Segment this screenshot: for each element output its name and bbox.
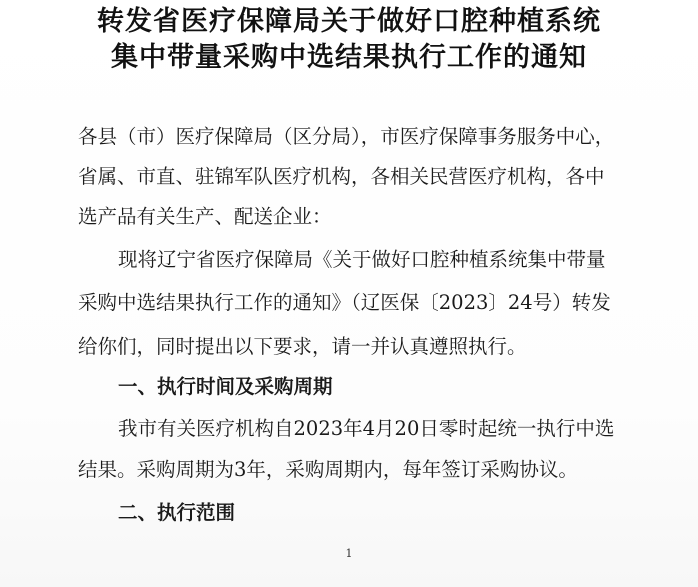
section-1-heading: 一、执行时间及采购周期	[118, 375, 333, 398]
section-1-line-2: 结果。采购周期为3年，采购周期内，每年签订采购协议。	[78, 458, 578, 481]
addressee-line-1: 各县（市）医疗保障局（区分局），市医疗保障事务服务中心，	[78, 125, 615, 148]
page-number: 1	[345, 547, 353, 560]
section-2-heading: 二、执行范围	[118, 501, 236, 524]
document-title-line-2: 集中带量采购中选结果执行工作的通知	[111, 42, 587, 73]
addressee-line-3: 选产品有关生产、配送企业：	[78, 205, 332, 228]
intro-line-2: 采购中选结果执行工作的通知》（辽医保〔2023〕24号）转发	[78, 291, 611, 314]
intro-line-3: 给你们，同时提出以下要求，请一并认真遵照执行。	[78, 335, 527, 358]
intro-line-1: 现将辽宁省医疗保障局《关于做好口腔种植系统集中带量	[118, 248, 606, 271]
section-1-line-1: 我市有关医疗机构自2023年4月20日零时起统一执行中选	[118, 417, 615, 440]
document-title-line-1: 转发省医疗保障局关于做好口腔种植系统	[97, 6, 601, 37]
addressee-line-2: 省属、市直、驻锦军队医疗机构，各相关民营医疗机构，各中	[78, 165, 605, 188]
